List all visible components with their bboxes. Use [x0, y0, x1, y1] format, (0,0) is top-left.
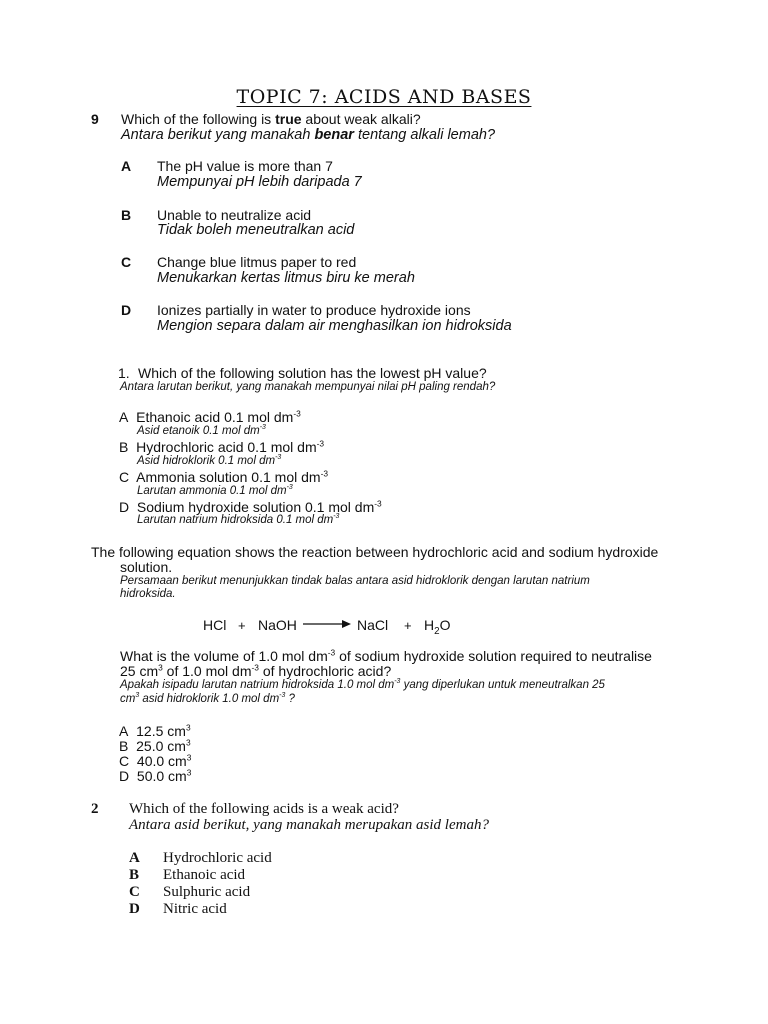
option-text-en: A Ethanoic acid 0.1 mol $dm^{-3}$ [119, 408, 301, 425]
option-text-ms: Mengion separa dalam air menghasilkan ion hidroksida [157, 318, 512, 334]
option-letter: C [129, 884, 140, 900]
option-text-en: C Ammonia solution 0.1 mol $dm^{-3}$ [119, 468, 329, 485]
option-text-en: Change blue litmus paper to red [157, 254, 357, 270]
question-text-ms: Apakah isipadu larutan natrium hidroksida 1.0 mol $dm^{-3}$ yang diperlukan untuk meneutralkan 25 [120, 678, 605, 691]
option-text-ms: Larutan natrium hidroksida 0.1 mol $dm^{-3}$ [137, 513, 340, 526]
question-text-ms: Antara larutan berikut, yang manakah mempunyai nilai pH paling rendah? [120, 381, 496, 393]
option-text-ms: Larutan ammonia 0.1 mol $dm^{-3}$ [137, 484, 293, 497]
option-text: Nitric acid [163, 901, 227, 917]
question-text-en: Which of the following acids is a weak acid? [129, 801, 399, 817]
equation-plus: + [238, 618, 246, 633]
option-text: Ethanoic acid [163, 867, 246, 883]
option-text: B 25.0 $cm^3$ [119, 737, 191, 754]
option-text: D 50.0 $cm^3$ [119, 767, 192, 784]
equation-plus: + [404, 618, 412, 633]
intro-text-ms: hidroksida. [120, 588, 176, 600]
option-letter: C [121, 254, 132, 270]
equation-reactant: NaOH [258, 617, 297, 633]
intro-text-ms: Persamaan berikut menunjukkan tindak balas antara asid hidroklorik dengan larutan natrium [120, 575, 590, 587]
question-number: 1. [118, 365, 130, 381]
option-letter: B [121, 207, 132, 223]
question-number: 2 [91, 801, 99, 817]
option-text: A 12.5 $cm^3$ [119, 722, 191, 739]
equation-product: NaCl [357, 617, 389, 633]
option-text-en: Ionizes partially in water to produce hydroxide ions [157, 302, 471, 318]
option-letter: A [121, 158, 132, 174]
equation-reactant: HCl [203, 617, 227, 633]
option-text-ms: Mempunyai pH lebih daripada 7 [157, 174, 362, 190]
option-text-ms: Tidak boleh meneutralkan acid [157, 222, 355, 238]
option-text: Hydrochloric acid [163, 850, 272, 866]
intro-text-en: The following equation shows the reaction between hydrochloric acid and sodium hydroxide [91, 544, 659, 560]
option-text-en: B Hydrochloric acid 0.1 mol $dm^{-3}$ [119, 438, 325, 455]
intro-text-en: solution. [120, 559, 173, 575]
question-text-en: Which of the following solution has the lowest pH value? [138, 365, 487, 381]
option-text-en: The pH value is more than 7 [157, 158, 333, 174]
option-text-en: Unable to neutralize acid [157, 207, 312, 223]
question-text-ms: Antara berikut yang manakah benar tentang alkali lemah? [121, 127, 496, 143]
option-text: C 40.0 $cm^3$ [119, 752, 192, 769]
option-text-en: D Sodium hydroxide solution 0.1 mol $dm^{-3}$ [119, 498, 382, 515]
option-letter: B [129, 867, 140, 883]
reaction-arrow-icon [302, 617, 352, 631]
option-letter: D [121, 302, 132, 318]
option-text-ms: Asid etanoik 0.1 mol $dm^{-3}$ [137, 424, 266, 437]
option-text-ms: Menukarkan kertas litmus biru ke merah [157, 270, 415, 286]
equation-product: $H_2O$ [424, 617, 451, 637]
option-letter: D [129, 901, 140, 917]
page-title: TOPIC 7: ACIDS AND BASES [236, 86, 532, 108]
option-letter: A [129, 850, 140, 866]
question-text-en: 25 $cm^3$ of 1.0 mol $dm^{-3}$ of hydrochloric acid? [120, 662, 392, 679]
question-text-ms: Antara asid berikut, yang manakah merupakan asid lemah? [129, 817, 489, 833]
question-text-en: What is the volume of 1.0 mol $dm^{-3}$ of sodium hydroxide solution required to neutralise [120, 647, 652, 664]
question-text-en: Which of the following is true about weak alkali? [121, 111, 421, 127]
question-number: 9 [91, 111, 99, 127]
option-text: Sulphuric acid [163, 884, 251, 900]
option-text-ms: Asid hidroklorik 0.1 mol $dm^{-3}$ [137, 454, 282, 467]
question-text-ms: $cm^3$ asid hidroklorik 1.0 mol $dm^{-3}$ ? [120, 692, 295, 705]
